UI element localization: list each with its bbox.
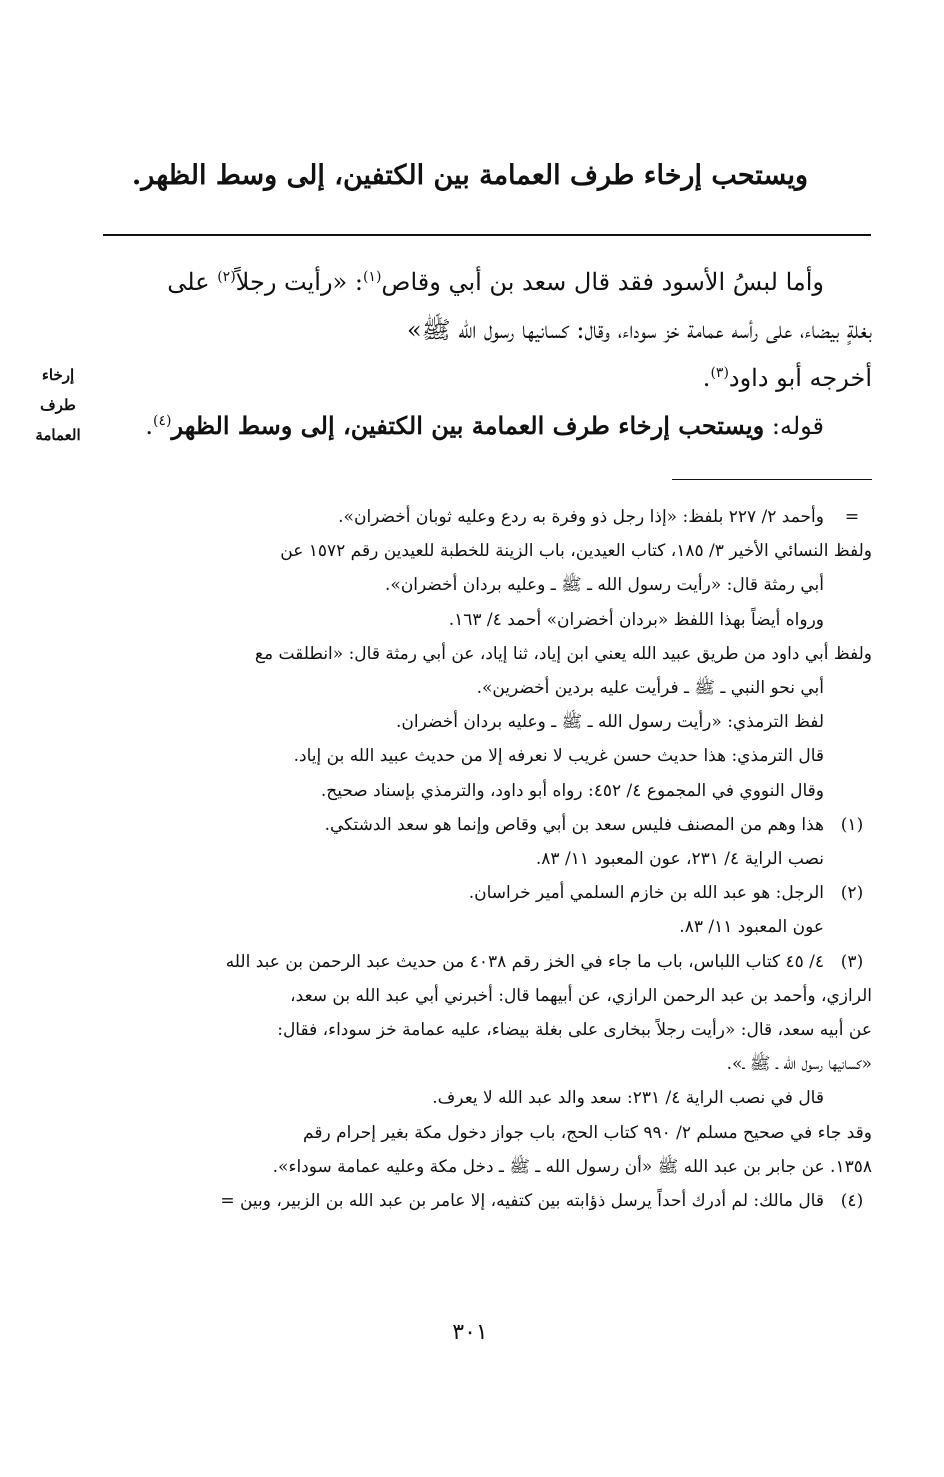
- text-run: .: [145, 412, 154, 440]
- footnote-ref-2[interactable]: (٢): [217, 269, 236, 285]
- footnote-line: أبي نحو النبي ـ ﷺ ـ فرأيت عليه بردين أخضرين».: [476, 678, 824, 699]
- text-run: : «رأيت رجلاً: [235, 268, 363, 296]
- footnote-continuation: [102, 500, 872, 808]
- quoted-text: ويستحب إرخاء طرف العمامة بين الكتفين، إلى وسط الظهر: [171, 411, 765, 440]
- paragraph-1: [102, 258, 872, 306]
- title-divider: [103, 234, 871, 236]
- text-run: على: [167, 268, 218, 296]
- footnote-line: وأحمد ٢/ ٢٢٧ بلفظ: «إذا رجل ذو وفرة به ردع وعليه ثوبان أخضران».: [338, 507, 824, 527]
- text-run: وأما لبسُ الأسود فقد قال سعد بن أبي وقاص: [381, 268, 824, 296]
- footnote-ref-4[interactable]: (٤): [153, 413, 172, 429]
- footnote-number: (٢): [840, 883, 864, 904]
- footnote-number: (٤): [840, 1191, 864, 1212]
- footnote-line: ١٣٥٨. عن جابر بن عبد الله ﷺ «أن رسول الله ـ ﷺ ـ دخل مكة وعليه عمامة سوداء».: [272, 1156, 872, 1177]
- footnote-line: ورواه أيضاً بهذا اللفظ «بردان أخضران» أحمد ٤/ ١٦٣.: [448, 609, 824, 630]
- paragraph-1-line-2: بغلةٍ بيضاء، على رأسه عمامة خز سوداء، وقال: كسانيها رسول الله ﷺ»: [407, 316, 872, 344]
- footnote-line: الرجل: هو عبد الله بن خازم السلمي أمير خراسان.: [468, 883, 824, 904]
- margin-note-line: العمامة: [35, 426, 81, 444]
- footnote-line: قال مالك: لم أدرك أحداً يرسل ذؤابته بين كتفيه، إلا عامر بن عبد الله بن الزبير، وبين =: [220, 1191, 824, 1212]
- footnote-line: نصب الراية ٤/ ٢٣١، عون المعبود ١١/ ٨٣.: [535, 849, 824, 870]
- footnote-line: وقال النووي في المجموع ٤/ ٤٥٢: رواه أبو داود، والترمذي بإسناد صحيح.: [320, 780, 824, 801]
- footnote-line: عن أبيه سعد، قال: «رأيت رجلاً ببخارى على بغلة بيضاء، عليه عمامة خز سوداء، فقال:: [277, 1020, 872, 1041]
- footnote-4: [102, 1184, 872, 1218]
- footnote-number: (١): [840, 814, 864, 835]
- continuation-mark: =: [844, 507, 860, 527]
- footnote-line: قال الترمذي: هذا حديث حسن غريب لا نعرفه إلا من حديث عبيد الله بن إياد.: [293, 746, 824, 767]
- text-run: أخرجه أبو داود: [728, 364, 872, 392]
- footnote-line: ٤/ ٤٥ كتاب اللباس، باب ما جاء في الخز رقم ٤٠٣٨ من حديث عبد الرحمن بن عبد الله: [225, 951, 824, 972]
- margin-note-line: إرخاء: [41, 366, 75, 384]
- footnote-line: «كسانيها رسول الله ـ ﷺ ـ».: [726, 1054, 872, 1075]
- footnote-divider: [672, 479, 872, 480]
- footnotes: [102, 500, 872, 1218]
- page-number: ٣٠١: [452, 1320, 488, 1345]
- main-text: [102, 258, 872, 450]
- page-title: ويستحب إرخاء طرف العمامة بين الكتفين، إلى وسط الظهر.: [131, 160, 809, 191]
- paragraph-2: [102, 402, 872, 450]
- footnote-line: الرازي، وأحمد بن عبد الرحمن الرازي، عن أبيهما قال: أخبرني أبي عبد الله بن سعد،: [290, 985, 872, 1006]
- footnote-3: [102, 945, 872, 1184]
- footnote-line: لفظ الترمذي: «رأيت رسول الله ـ ﷺ ـ وعليه بردان أخضران.: [396, 712, 824, 733]
- text-run: قوله:: [764, 412, 824, 440]
- footnote-line: أبي رمثة قال: «رأيت رسول الله ـ ﷺ ـ وعليه بردان أخضران».: [385, 575, 824, 596]
- footnote-1: [102, 808, 872, 876]
- footnote-line: عون المعبود ١١/ ٨٣.: [679, 917, 824, 938]
- footnote-line: وقد جاء في صحيح مسلم ٢/ ٩٩٠ كتاب الحج، باب جواز دخول مكة بغير إحرام رقم: [303, 1122, 872, 1143]
- paragraph-1-line-3: [102, 354, 872, 402]
- margin-note: [28, 360, 88, 450]
- footnote-ref-1[interactable]: (١): [362, 269, 382, 285]
- footnote-number: (٣): [840, 951, 864, 972]
- footnote-line: هذا وهم من المصنف فليس سعد بن أبي وقاص وإنما هو سعد الدشتكي.: [324, 814, 824, 835]
- footnote-line: قال في نصب الراية ٤/ ٢٣١: سعد والد عبد الله لا يعرف.: [432, 1088, 824, 1109]
- footnote-2: [102, 876, 872, 944]
- footnote-ref-3[interactable]: (٣): [710, 365, 729, 381]
- margin-note-line: طرف: [40, 396, 76, 414]
- footnote-line: ولفظ النسائي الأخير ٣/ ١٨٥، كتاب العيدين، باب الزينة للخطبة للعيدين رقم ١٥٧٢ عن: [280, 541, 872, 562]
- text-run: .: [702, 364, 711, 392]
- footnote-line: ولفظ أبي داود من طريق عبيد الله يعني ابن إياد، ثنا إياد، عن أبي رمثة قال: «انطلقت مع: [254, 643, 872, 664]
